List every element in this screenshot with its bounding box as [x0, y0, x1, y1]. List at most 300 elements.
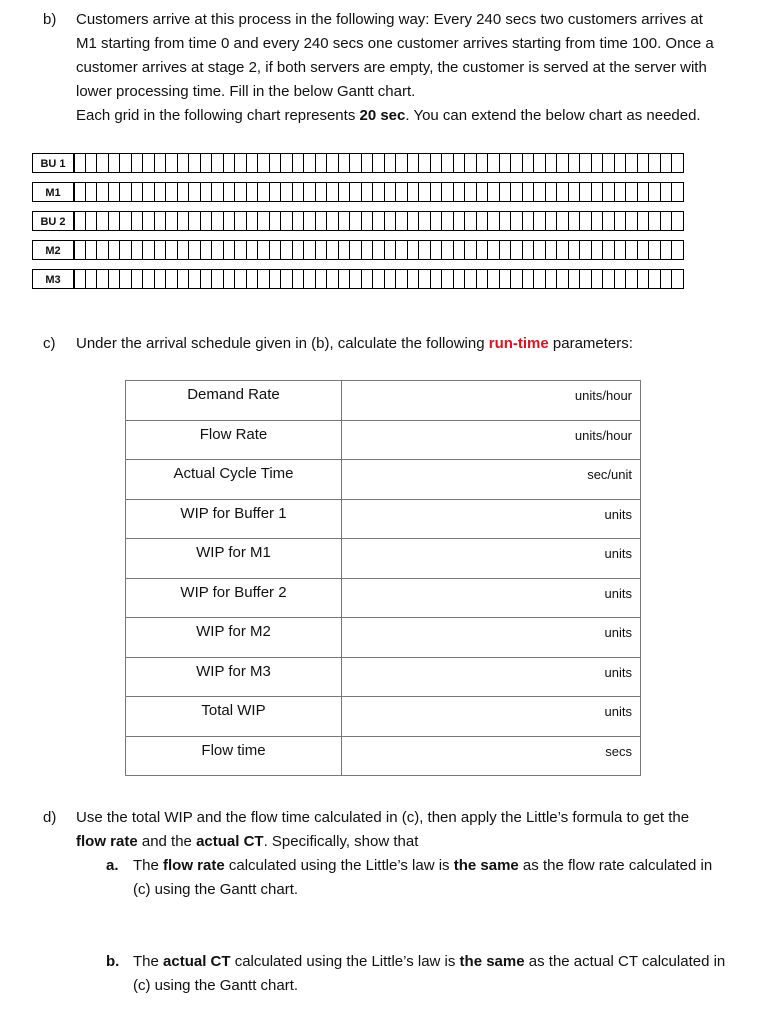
gantt-cell[interactable]: [224, 270, 236, 288]
gantt-cell[interactable]: [74, 154, 86, 172]
gantt-cell[interactable]: [396, 183, 408, 201]
gantt-cell[interactable]: [465, 154, 477, 172]
gantt-cell[interactable]: [500, 270, 512, 288]
gantt-cell[interactable]: [672, 270, 684, 288]
gantt-cell[interactable]: [281, 270, 293, 288]
gantt-cell[interactable]: [638, 212, 650, 230]
gantt-cell[interactable]: [212, 212, 224, 230]
gantt-cell[interactable]: [661, 270, 673, 288]
gantt-cell[interactable]: [258, 154, 270, 172]
gantt-cell[interactable]: [373, 212, 385, 230]
part-c-marker: c): [43, 335, 56, 352]
gantt-cell[interactable]: [477, 212, 489, 230]
gantt-cell[interactable]: [155, 241, 167, 259]
gantt-cell[interactable]: [143, 154, 155, 172]
gantt-cell[interactable]: [454, 154, 466, 172]
gantt-cell[interactable]: [477, 154, 489, 172]
gantt-cell[interactable]: [212, 154, 224, 172]
gantt-cell[interactable]: [488, 183, 500, 201]
gantt-cell[interactable]: [189, 183, 201, 201]
gantt-cell[interactable]: [178, 241, 190, 259]
gantt-cell[interactable]: [281, 212, 293, 230]
parameter-row: [126, 499, 641, 539]
gantt-cell[interactable]: [327, 241, 339, 259]
gantt-cell[interactable]: [603, 183, 615, 201]
gantt-cell[interactable]: [649, 212, 661, 230]
gantt-cell[interactable]: [316, 183, 328, 201]
gantt-cell[interactable]: [672, 154, 684, 172]
gantt-cell[interactable]: [511, 270, 523, 288]
gantt-cell[interactable]: [178, 270, 190, 288]
gantt-cell[interactable]: [74, 270, 86, 288]
part-b-line: lower processing time. Fill in the below Gantt chart.: [76, 83, 416, 100]
gantt-cell[interactable]: [132, 154, 144, 172]
gantt-cell[interactable]: [454, 241, 466, 259]
gantt-cell[interactable]: [408, 154, 420, 172]
gantt-cell[interactable]: [454, 183, 466, 201]
gantt-cell[interactable]: [546, 183, 558, 201]
gantt-cell[interactable]: [316, 241, 328, 259]
gantt-cell[interactable]: [580, 183, 592, 201]
gantt-cell[interactable]: [626, 212, 638, 230]
gantt-cell[interactable]: [626, 154, 638, 172]
gantt-cell[interactable]: [74, 212, 86, 230]
gantt-cell[interactable]: [166, 212, 178, 230]
gantt-cell[interactable]: [615, 212, 627, 230]
gantt-cell[interactable]: [350, 241, 362, 259]
gantt-cell[interactable]: [546, 212, 558, 230]
gantt-cell[interactable]: [638, 270, 650, 288]
gantt-cell[interactable]: [270, 212, 282, 230]
gantt-cell[interactable]: [339, 212, 351, 230]
gantt-cell[interactable]: [235, 270, 247, 288]
gantt-cell[interactable]: [132, 212, 144, 230]
gantt-cell[interactable]: [431, 212, 443, 230]
gantt-cell[interactable]: [534, 241, 546, 259]
gantt-cell[interactable]: [247, 212, 259, 230]
gantt-cell[interactable]: [431, 270, 443, 288]
item-a-text: The flow rate calculated using the Little’s law is the same as the flow rate calculated in (c) using the Gantt chart.: [133, 857, 713, 898]
gantt-cell[interactable]: [270, 183, 282, 201]
gantt-cells[interactable]: [74, 240, 684, 260]
gantt-cell[interactable]: [580, 154, 592, 172]
gantt-cell[interactable]: [442, 154, 454, 172]
gantt-cell[interactable]: [350, 154, 362, 172]
gantt-cell[interactable]: [488, 154, 500, 172]
gantt-cell[interactable]: [97, 183, 109, 201]
gantt-cell[interactable]: [477, 241, 489, 259]
gantt-cell[interactable]: [316, 212, 328, 230]
part-c-text: Under the arrival schedule given in (b), calculate the following run-time parameters:: [76, 335, 633, 352]
gantt-cell[interactable]: [293, 212, 305, 230]
gantt-cell[interactable]: [212, 270, 224, 288]
gantt-cell[interactable]: [661, 154, 673, 172]
gantt-cell[interactable]: [454, 212, 466, 230]
parameter-row: [126, 697, 641, 737]
gantt-cell[interactable]: [500, 241, 512, 259]
gantt-cell[interactable]: [569, 212, 581, 230]
gantt-cell[interactable]: [293, 183, 305, 201]
parameter-row: [126, 736, 641, 776]
parameter-value-unit[interactable]: units: [342, 657, 641, 697]
gantt-cell[interactable]: [592, 270, 604, 288]
gantt-cell[interactable]: [201, 241, 213, 259]
gantt-cell[interactable]: [201, 270, 213, 288]
gantt-cell[interactable]: [523, 241, 535, 259]
gantt-cell[interactable]: [373, 241, 385, 259]
gantt-cell[interactable]: [615, 183, 627, 201]
gantt-cell[interactable]: [155, 183, 167, 201]
gantt-cell[interactable]: [465, 270, 477, 288]
part-d-line: flow rate and the actual CT. Specifically, show that: [76, 833, 419, 850]
gantt-cell[interactable]: [270, 154, 282, 172]
gantt-cell[interactable]: [155, 270, 167, 288]
gantt-cell[interactable]: [523, 212, 535, 230]
gantt-cell[interactable]: [477, 270, 489, 288]
gantt-cell[interactable]: [224, 154, 236, 172]
gantt-cell[interactable]: [86, 183, 98, 201]
gantt-cell[interactable]: [603, 241, 615, 259]
gantt-cell[interactable]: [488, 270, 500, 288]
gantt-cell[interactable]: [281, 241, 293, 259]
gantt-cell[interactable]: [488, 212, 500, 230]
gantt-cell[interactable]: [534, 183, 546, 201]
parameter-value-unit[interactable]: units: [342, 697, 641, 737]
gantt-cell[interactable]: [500, 212, 512, 230]
gantt-cell[interactable]: [431, 183, 443, 201]
gantt-cell[interactable]: [580, 241, 592, 259]
parameter-value-unit[interactable]: units/hour: [342, 420, 641, 460]
parameter-row: [126, 618, 641, 658]
gantt-cell[interactable]: [442, 212, 454, 230]
gantt-cell[interactable]: [258, 183, 270, 201]
gantt-cell[interactable]: [431, 154, 443, 172]
parameter-value-unit[interactable]: secs: [342, 736, 641, 776]
gantt-cell[interactable]: [592, 183, 604, 201]
gantt-cell[interactable]: [442, 183, 454, 201]
gantt-cell[interactable]: [638, 241, 650, 259]
gantt-cell[interactable]: [362, 241, 374, 259]
gantt-cell[interactable]: [465, 241, 477, 259]
gantt-cell[interactable]: [143, 183, 155, 201]
gantt-cell[interactable]: [638, 183, 650, 201]
gantt-cell[interactable]: [86, 241, 98, 259]
parameter-value-unit[interactable]: sec/unit: [342, 460, 641, 500]
gantt-cell[interactable]: [592, 212, 604, 230]
gantt-cell[interactable]: [178, 154, 190, 172]
gantt-row-label: BU 2: [32, 211, 74, 231]
gantt-cell[interactable]: [546, 241, 558, 259]
gantt-cell[interactable]: [224, 183, 236, 201]
gantt-cell[interactable]: [132, 183, 144, 201]
gantt-cell[interactable]: [649, 270, 661, 288]
gantt-cell[interactable]: [396, 270, 408, 288]
gantt-cell[interactable]: [580, 270, 592, 288]
gantt-cell[interactable]: [373, 154, 385, 172]
gantt-cells[interactable]: [74, 269, 684, 289]
gantt-cell[interactable]: [327, 183, 339, 201]
gantt-cell[interactable]: [120, 270, 132, 288]
gantt-cell[interactable]: [120, 183, 132, 201]
gantt-cell[interactable]: [293, 154, 305, 172]
gantt-cell[interactable]: [511, 212, 523, 230]
gantt-cell[interactable]: [97, 212, 109, 230]
gantt-cell[interactable]: [569, 154, 581, 172]
gantt-cell[interactable]: [557, 270, 569, 288]
gantt-cell[interactable]: [638, 154, 650, 172]
gantt-cells[interactable]: [74, 153, 684, 173]
gantt-cell[interactable]: [500, 154, 512, 172]
gantt-cell[interactable]: [189, 154, 201, 172]
gantt-cell[interactable]: [442, 241, 454, 259]
gantt-cell[interactable]: [408, 270, 420, 288]
gantt-cell[interactable]: [408, 183, 420, 201]
gantt-cell[interactable]: [178, 212, 190, 230]
gantt-cell[interactable]: [546, 270, 558, 288]
gantt-cell[interactable]: [672, 183, 684, 201]
gantt-cell[interactable]: [339, 154, 351, 172]
gantt-cell[interactable]: [350, 212, 362, 230]
gantt-cells[interactable]: [74, 182, 684, 202]
gantt-cell[interactable]: [385, 154, 397, 172]
gantt-cell[interactable]: [615, 270, 627, 288]
gantt-cell[interactable]: [316, 154, 328, 172]
gantt-cell[interactable]: [327, 270, 339, 288]
gantt-cell[interactable]: [419, 270, 431, 288]
gantt-cell[interactable]: [419, 241, 431, 259]
gantt-cell[interactable]: [626, 270, 638, 288]
gantt-cell[interactable]: [143, 241, 155, 259]
gantt-cell[interactable]: [385, 270, 397, 288]
gantt-cell[interactable]: [523, 270, 535, 288]
grid-note: Each grid in the following chart represents 20 sec. You can extend the below chart as needed.: [76, 107, 701, 124]
gantt-cell[interactable]: [109, 270, 121, 288]
gantt-cell[interactable]: [304, 154, 316, 172]
gantt-cell[interactable]: [293, 270, 305, 288]
gantt-cell[interactable]: [523, 154, 535, 172]
gantt-cell[interactable]: [304, 212, 316, 230]
gantt-cell[interactable]: [396, 212, 408, 230]
gantt-cell[interactable]: [511, 183, 523, 201]
gantt-cell[interactable]: [672, 212, 684, 230]
gantt-cell[interactable]: [546, 154, 558, 172]
gantt-cell[interactable]: [86, 212, 98, 230]
gantt-cell[interactable]: [431, 241, 443, 259]
gantt-cell[interactable]: [212, 241, 224, 259]
gantt-cell[interactable]: [201, 183, 213, 201]
gantt-cell[interactable]: [500, 183, 512, 201]
gantt-cell[interactable]: [580, 212, 592, 230]
gantt-cell[interactable]: [626, 241, 638, 259]
gantt-cell[interactable]: [258, 241, 270, 259]
gantt-cell[interactable]: [362, 154, 374, 172]
gantt-cell[interactable]: [557, 154, 569, 172]
gantt-cell[interactable]: [155, 212, 167, 230]
gantt-cell[interactable]: [488, 241, 500, 259]
gantt-cell[interactable]: [661, 241, 673, 259]
gantt-cell[interactable]: [672, 241, 684, 259]
gantt-cell[interactable]: [534, 212, 546, 230]
gantt-cell[interactable]: [569, 183, 581, 201]
gantt-cell[interactable]: [385, 241, 397, 259]
gantt-cell[interactable]: [511, 241, 523, 259]
gantt-cell[interactable]: [442, 270, 454, 288]
gantt-cell[interactable]: [327, 154, 339, 172]
gantt-cell[interactable]: [304, 241, 316, 259]
gantt-cell[interactable]: [166, 154, 178, 172]
gantt-cell[interactable]: [557, 212, 569, 230]
gantt-cell[interactable]: [603, 154, 615, 172]
gantt-cell[interactable]: [120, 241, 132, 259]
gantt-cell[interactable]: [661, 212, 673, 230]
gantt-cell[interactable]: [649, 241, 661, 259]
gantt-cell[interactable]: [109, 212, 121, 230]
gantt-cell[interactable]: [189, 270, 201, 288]
parameter-name: WIP for M1: [126, 539, 342, 579]
gantt-cell[interactable]: [615, 241, 627, 259]
parameter-value-unit[interactable]: units/hour: [342, 381, 641, 421]
gantt-cell[interactable]: [132, 241, 144, 259]
gantt-cell[interactable]: [86, 270, 98, 288]
gantt-cell[interactable]: [534, 270, 546, 288]
gantt-row-label: M3: [32, 269, 74, 289]
gantt-cell[interactable]: [477, 183, 489, 201]
gantt-cell[interactable]: [97, 154, 109, 172]
gantt-cell[interactable]: [155, 154, 167, 172]
gantt-cell[interactable]: [270, 270, 282, 288]
gantt-cell[interactable]: [258, 212, 270, 230]
gantt-cell[interactable]: [592, 241, 604, 259]
gantt-cell[interactable]: [247, 241, 259, 259]
gantt-cell[interactable]: [362, 183, 374, 201]
gantt-cell[interactable]: [293, 241, 305, 259]
gantt-cell[interactable]: [327, 212, 339, 230]
gantt-cell[interactable]: [166, 241, 178, 259]
gantt-cell[interactable]: [454, 270, 466, 288]
gantt-cell[interactable]: [281, 183, 293, 201]
gantt-cell[interactable]: [569, 270, 581, 288]
gantt-cell[interactable]: [201, 212, 213, 230]
gantt-cell[interactable]: [166, 183, 178, 201]
gantt-cell[interactable]: [339, 270, 351, 288]
gantt-cell[interactable]: [109, 241, 121, 259]
gantt-cell[interactable]: [626, 183, 638, 201]
gantt-cell[interactable]: [511, 154, 523, 172]
parameter-name: WIP for Buffer 2: [126, 578, 342, 618]
gantt-cell[interactable]: [120, 154, 132, 172]
gantt-cell[interactable]: [316, 270, 328, 288]
gantt-cell[interactable]: [350, 270, 362, 288]
gantt-cell[interactable]: [235, 183, 247, 201]
gantt-cell[interactable]: [109, 154, 121, 172]
gantt-cell[interactable]: [97, 270, 109, 288]
gantt-cell[interactable]: [649, 183, 661, 201]
gantt-cell[interactable]: [281, 154, 293, 172]
gantt-cell[interactable]: [143, 270, 155, 288]
parameter-value-unit[interactable]: units: [342, 499, 641, 539]
gantt-cell[interactable]: [419, 183, 431, 201]
gantt-cell[interactable]: [350, 183, 362, 201]
gantt-cell[interactable]: [396, 241, 408, 259]
gantt-cell[interactable]: [258, 270, 270, 288]
gantt-row-label: BU 1: [32, 153, 74, 173]
item-b-marker: b.: [106, 953, 120, 970]
gantt-cell[interactable]: [408, 241, 420, 259]
gantt-cell[interactable]: [603, 212, 615, 230]
part-d-marker: d): [43, 809, 57, 826]
gantt-cell[interactable]: [304, 183, 316, 201]
gantt-cell[interactable]: [649, 154, 661, 172]
gantt-cell[interactable]: [224, 212, 236, 230]
gantt-cell[interactable]: [178, 183, 190, 201]
gantt-cell[interactable]: [569, 241, 581, 259]
gantt-cell[interactable]: [419, 154, 431, 172]
gantt-cell[interactable]: [74, 241, 86, 259]
gantt-cell[interactable]: [132, 270, 144, 288]
gantt-cell[interactable]: [247, 154, 259, 172]
gantt-cell[interactable]: [201, 154, 213, 172]
gantt-cell[interactable]: [97, 241, 109, 259]
parameter-value-unit[interactable]: units: [342, 578, 641, 618]
gantt-cell[interactable]: [304, 270, 316, 288]
gantt-cell[interactable]: [396, 154, 408, 172]
gantt-cell[interactable]: [109, 183, 121, 201]
gantt-cell[interactable]: [247, 183, 259, 201]
gantt-cell[interactable]: [615, 154, 627, 172]
gantt-cell[interactable]: [465, 183, 477, 201]
gantt-cell[interactable]: [247, 270, 259, 288]
parameter-name: Flow time: [126, 736, 342, 776]
gantt-cell[interactable]: [166, 270, 178, 288]
gantt-cell[interactable]: [373, 183, 385, 201]
part-d-line: Use the total WIP and the flow time calculated in (c), then apply the Little’s formula to get the: [76, 809, 690, 826]
gantt-cell[interactable]: [339, 241, 351, 259]
gantt-cell[interactable]: [385, 183, 397, 201]
parameter-value-unit[interactable]: units: [342, 539, 641, 579]
gantt-cell[interactable]: [419, 212, 431, 230]
gantt-cell[interactable]: [143, 212, 155, 230]
gantt-cell[interactable]: [224, 241, 236, 259]
parameter-name: Actual Cycle Time: [126, 460, 342, 500]
gantt-cell[interactable]: [235, 154, 247, 172]
gantt-cell[interactable]: [86, 154, 98, 172]
gantt-cell[interactable]: [557, 241, 569, 259]
gantt-cell[interactable]: [362, 212, 374, 230]
gantt-cell[interactable]: [523, 183, 535, 201]
gantt-cells[interactable]: [74, 211, 684, 231]
gantt-cell[interactable]: [270, 241, 282, 259]
gantt-cell[interactable]: [189, 241, 201, 259]
gantt-cell[interactable]: [465, 212, 477, 230]
gantt-cell[interactable]: [385, 212, 397, 230]
gantt-cell[interactable]: [212, 183, 224, 201]
gantt-cell[interactable]: [189, 212, 201, 230]
gantt-cell[interactable]: [362, 270, 374, 288]
gantt-cell[interactable]: [661, 183, 673, 201]
gantt-cell[interactable]: [603, 270, 615, 288]
gantt-cell[interactable]: [373, 270, 385, 288]
gantt-cell[interactable]: [235, 241, 247, 259]
gantt-cell[interactable]: [592, 154, 604, 172]
gantt-cell[interactable]: [557, 183, 569, 201]
gantt-cell[interactable]: [74, 183, 86, 201]
gantt-cell[interactable]: [339, 183, 351, 201]
parameter-value-unit[interactable]: units: [342, 618, 641, 658]
gantt-cell[interactable]: [408, 212, 420, 230]
gantt-cell[interactable]: [534, 154, 546, 172]
gantt-cell[interactable]: [235, 212, 247, 230]
gantt-cell[interactable]: [120, 212, 132, 230]
